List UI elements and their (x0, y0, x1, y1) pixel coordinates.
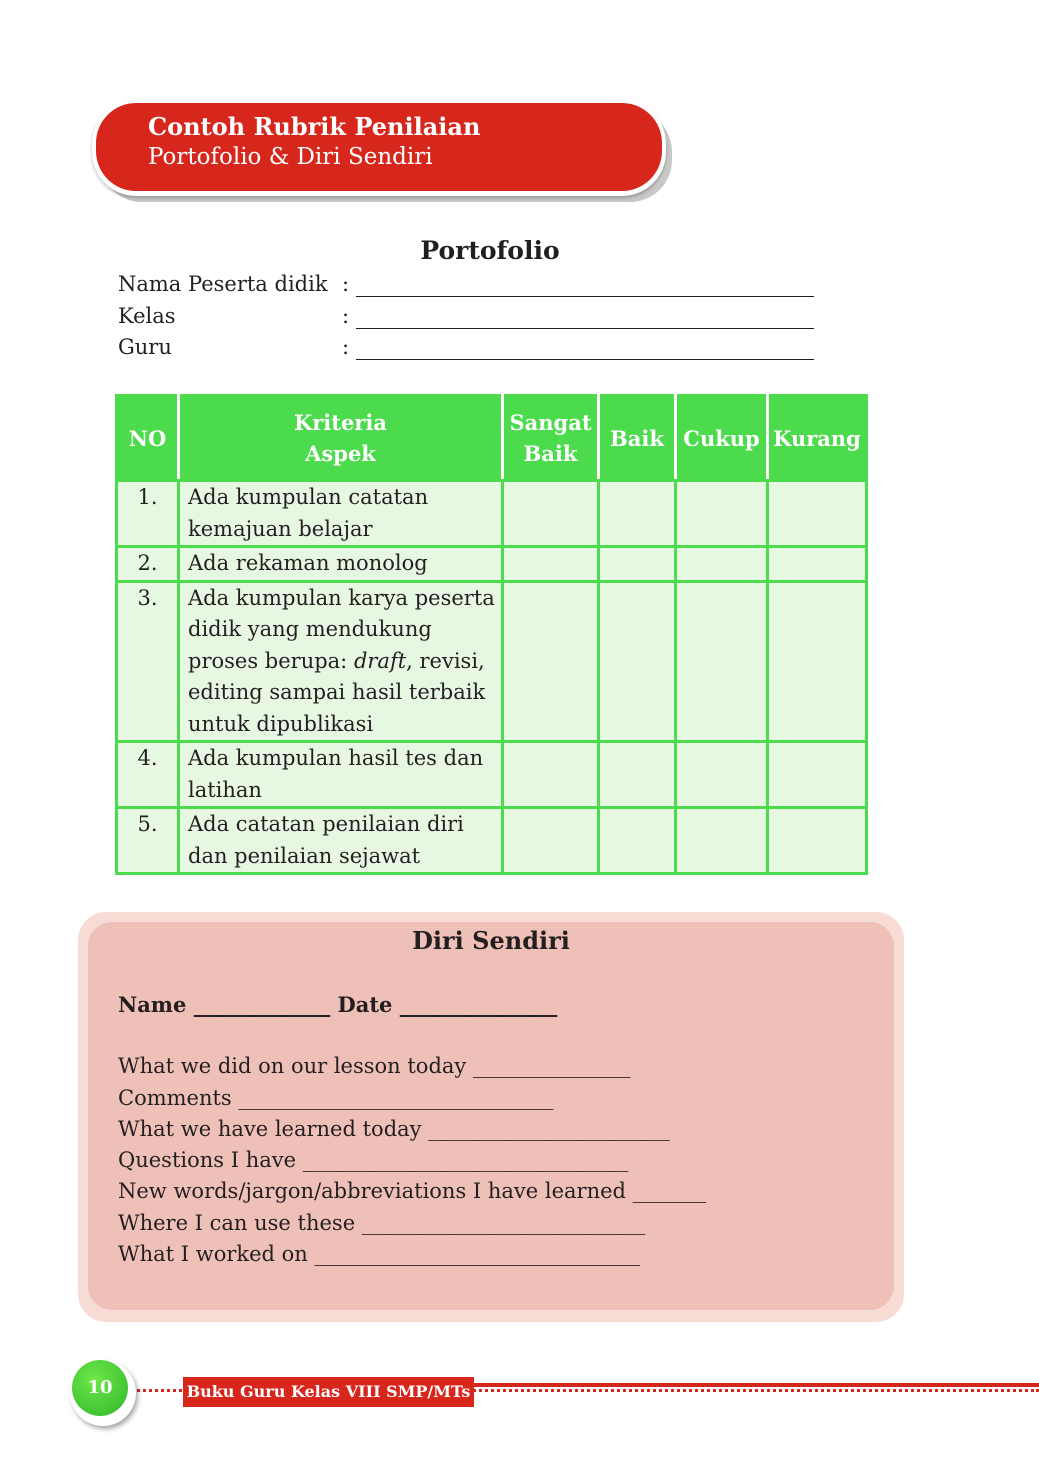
score-cell-baik[interactable] (599, 581, 676, 742)
score-cell-baik[interactable] (599, 742, 676, 808)
reflection-line-use[interactable]: Where I can use these ___________________________ (118, 1211, 646, 1235)
score-cell-baik[interactable] (599, 481, 676, 547)
nama-input-line[interactable] (356, 272, 814, 297)
reflection-line-questions[interactable]: Questions I have _______________________________ (118, 1148, 629, 1172)
row-number: 5. (117, 808, 179, 874)
row-number: 2. (117, 547, 179, 582)
footer-book-title: Buku Guru Kelas VIII SMP/MTs (183, 1377, 474, 1407)
score-cell-sangat-baik[interactable] (503, 581, 599, 742)
name-date-line[interactable]: Name _____________ Date _______________ (118, 992, 558, 1017)
row-criteria-text: , revisi, editing sampai hasil terbaik untuk dipublikasi (188, 648, 486, 736)
reflection-line-new-words[interactable]: New words/jargon/abbreviations I have learned _______ (118, 1179, 707, 1203)
header-subtitle: Portofolio & Diri Sendiri (148, 144, 433, 170)
kelas-input-line[interactable] (356, 304, 814, 329)
row-criteria: Ada catatan penilaian diri dan penilaian sejawat (179, 808, 503, 874)
score-cell-cukup[interactable] (676, 581, 768, 742)
score-cell-sangat-baik[interactable] (503, 808, 599, 874)
score-cell-kurang[interactable] (768, 481, 867, 547)
guru-input-line[interactable] (356, 335, 814, 360)
field-label-nama: Nama Peserta didik (118, 272, 328, 296)
page-number: 10 (72, 1360, 128, 1416)
row-criteria: Ada kumpulan catatan kemajuan belajar (179, 481, 503, 547)
score-cell-baik[interactable] (599, 808, 676, 874)
header-baik: Baik (599, 396, 676, 481)
reflection-line-learned[interactable]: What we have learned today _______________________ (118, 1117, 670, 1141)
row-criteria: Ada rekaman monolog (179, 547, 503, 582)
score-cell-sangat-baik[interactable] (503, 547, 599, 582)
header-kriteria-line1: Kriteria (293, 410, 387, 435)
header-cukup: Cukup (676, 396, 768, 481)
row-criteria (179, 581, 503, 742)
row-criteria: Ada kumpulan hasil tes dan latihan (179, 742, 503, 808)
score-cell-sangat-baik[interactable] (503, 742, 599, 808)
header-kriteria (179, 396, 503, 481)
score-cell-kurang[interactable] (768, 581, 867, 742)
table-header-row (117, 396, 867, 481)
header-sangat-line1: Sangat (509, 410, 592, 435)
score-cell-cukup[interactable] (676, 481, 768, 547)
row-number: 4. (117, 742, 179, 808)
field-label-guru: Guru (118, 335, 172, 359)
row-criteria-italic: draft (353, 648, 407, 673)
score-cell-cukup[interactable] (676, 547, 768, 582)
header-kurang: Kurang (768, 396, 867, 481)
header-title: Contoh Rubrik Penilaian (148, 112, 481, 141)
table-row (117, 481, 867, 547)
field-colon: : (342, 335, 350, 359)
table-row (117, 581, 867, 742)
field-colon: : (342, 272, 350, 296)
field-label-kelas: Kelas (118, 304, 176, 328)
reflection-line-worked-on[interactable]: What I worked on _______________________________ (118, 1242, 640, 1266)
header-sangat-line2: Baik (523, 441, 578, 466)
header-no: NO (117, 396, 179, 481)
footer-bar (470, 1383, 1039, 1387)
reflection-line-lesson[interactable]: What we did on our lesson today _______________ (118, 1054, 631, 1078)
rubric-table (115, 394, 868, 875)
portofolio-title: Portofolio (420, 236, 560, 265)
score-cell-kurang[interactable] (768, 808, 867, 874)
row-number: 1. (117, 481, 179, 547)
score-cell-sangat-baik[interactable] (503, 481, 599, 547)
score-cell-cukup[interactable] (676, 742, 768, 808)
table-row (117, 547, 867, 582)
row-criteria-text: Ada kumpulan karya peserta didik yang mendukung proses berupa: (188, 585, 495, 673)
table-row (117, 808, 867, 874)
score-cell-kurang[interactable] (768, 547, 867, 582)
diri-sendiri-title: Diri Sendiri (412, 926, 570, 955)
table-row (117, 742, 867, 808)
reflection-line-comments[interactable]: Comments ______________________________ (118, 1086, 554, 1110)
score-cell-cukup[interactable] (676, 808, 768, 874)
row-number: 3. (117, 581, 179, 742)
header-sangat-baik (503, 396, 599, 481)
field-colon: : (342, 304, 350, 328)
score-cell-kurang[interactable] (768, 742, 867, 808)
header-kriteria-line2: Aspek (305, 441, 376, 466)
score-cell-baik[interactable] (599, 547, 676, 582)
